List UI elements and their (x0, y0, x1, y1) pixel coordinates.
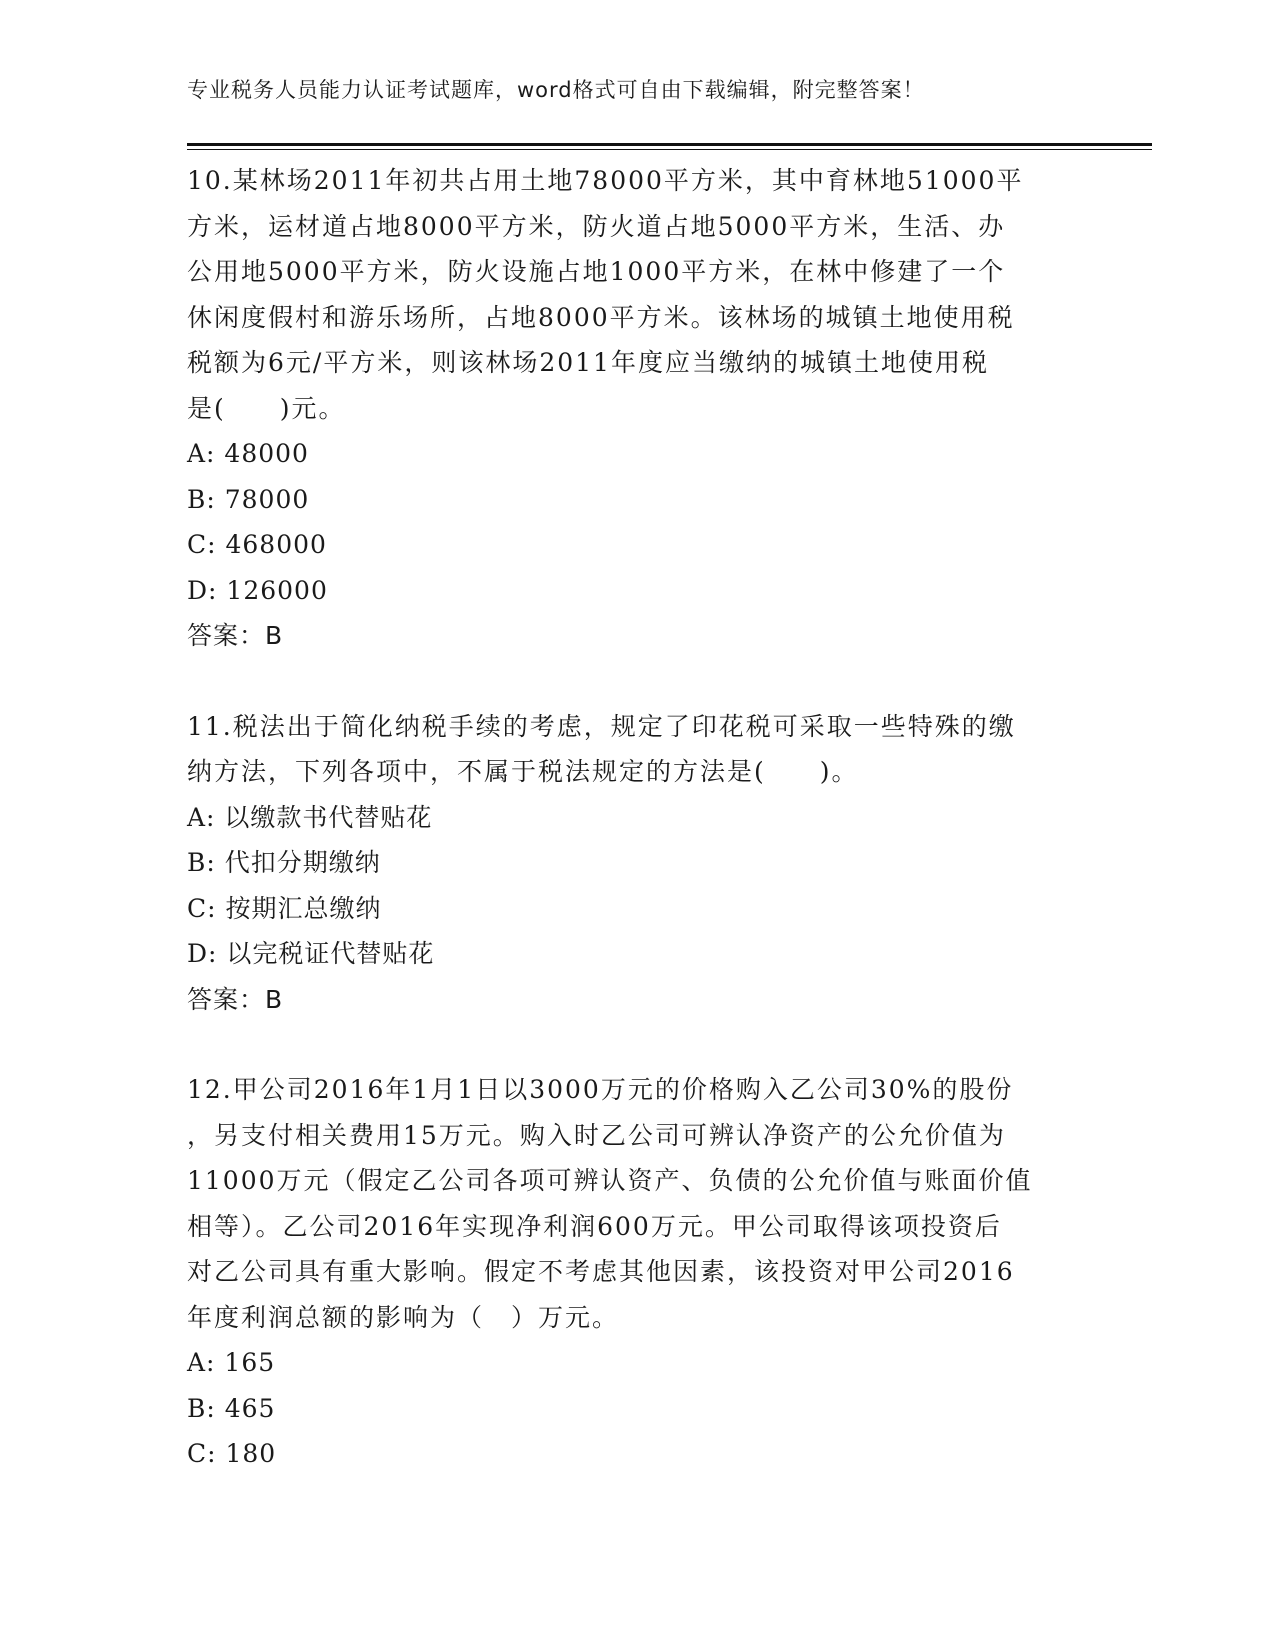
question-spacer (187, 659, 1087, 704)
option-b: B: 78000 (187, 484, 310, 514)
header-rule-thick (187, 143, 1152, 146)
option-d: D: 以完税证代替贴花 (187, 939, 435, 968)
question-list (187, 158, 1087, 1477)
page-header: 专业税务人员能力认证考试题库，word格式可自由下载编辑，附完整答案！ (187, 78, 925, 102)
question-text-line: 12.甲公司2016年1月1日以3000万元的价格购入乙公司30%的股份 (187, 1075, 1014, 1104)
option-a: A: 以缴款书代替贴花 (187, 802, 433, 832)
question-12 (187, 1067, 1087, 1477)
question-text-line: 10.某林场2011年初共占用土地78000平方米，其中育林地51000平 (187, 166, 1024, 195)
question-text-line: 纳方法，下列各项中，不属于税法规定的方法是( )。 (187, 757, 859, 786)
question-11 (187, 704, 1087, 1023)
option-d: D: 126000 (187, 575, 328, 605)
question-text-line: 是( )元。 (187, 393, 346, 423)
question-spacer (187, 1022, 1087, 1067)
question-10 (187, 158, 1087, 659)
question-text-line: ，另支付相关费用15万元。购入时乙公司可辨认净资产的公允价值为 (187, 1120, 1006, 1150)
answer: 答案：B (187, 621, 284, 650)
option-c: C: 468000 (187, 530, 327, 559)
question-text-line: 对乙公司具有重大影响。假定不考虑其他因素，该投资对甲公司2016 (187, 1257, 1015, 1286)
question-text-line: 方米，运材道占地8000平方米，防火道占地5000平方米，生活、办 (187, 211, 1006, 241)
option-c: C: 按期汇总缴纳 (187, 893, 382, 923)
question-text-line: 11.税法出于简化纳税手续的考虑，规定了印花税可采取一些特殊的缴 (187, 711, 1016, 741)
question-text-line: 相等）。乙公司2016年实现净利润600万元。甲公司取得该项投资后 (187, 1211, 1002, 1241)
answer: 答案：B (187, 984, 284, 1014)
question-text-line: 休闲度假村和游乐场所，占地8000平方米。该林场的城镇土地使用税 (187, 302, 1015, 332)
option-b: B: 465 (187, 1393, 276, 1423)
option-a: A: 165 (187, 1348, 276, 1377)
question-text-line: 年度利润总额的影响为（ ）万元。 (187, 1302, 620, 1332)
header-rule-thin (187, 149, 1152, 150)
option-c: C: 180 (187, 1439, 277, 1468)
option-a: A: 48000 (187, 439, 309, 468)
question-text-line: 11000万元（假定乙公司各项可辨认资产、负债的公允价值与账面价值 (187, 1166, 1033, 1195)
option-b: B: 代扣分期缴纳 (187, 848, 381, 877)
question-text-line: 公用地5000平方米，防火设施占地1000平方米，在林中修建了一个 (187, 257, 1006, 286)
question-text-line: 税额为6元/平方米，则该林场2011年度应当缴纳的城镇土地使用税 (187, 348, 989, 377)
